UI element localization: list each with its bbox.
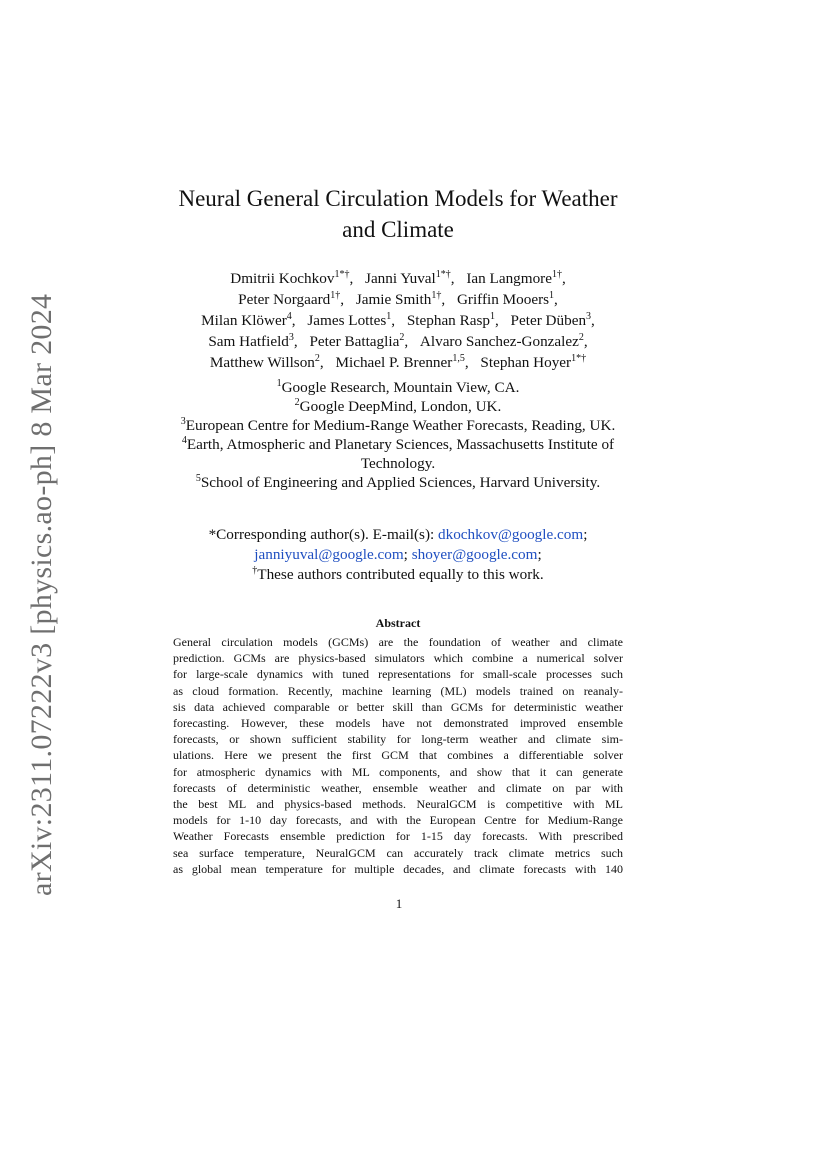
- author: Peter Düben$^3$,: [510, 311, 595, 329]
- author-line: [120, 268, 676, 289]
- abstract-body: [173, 634, 623, 877]
- author: Milan Klöwer$^4$,: [201, 311, 296, 329]
- paper-title: [120, 183, 676, 245]
- abstract-line: for large-scale dynamics with tuned representations for small-scale processes such: [173, 667, 623, 682]
- author: Matthew Willson$^2$,: [209, 353, 324, 371]
- affiliation-list: [150, 378, 646, 492]
- page-number: 1: [395, 896, 403, 911]
- corresponding-authors-line: *Corresponding author(s). E-mail(s): dkochkov@google.com;: [208, 526, 588, 543]
- author: Stephan Rasp$^1$,: [406, 311, 499, 329]
- author-line: [120, 352, 676, 373]
- author: Peter Battaglia$^2$,: [309, 332, 409, 350]
- abstract-line: sis data achieved comparable or better skill than GCMs for deterministic weather: [173, 699, 623, 714]
- affiliation: $^3$European Centre for Medium-Range Weather Forecasts, Reading, UK.: [180, 416, 616, 434]
- author: James Lottes$^1$,: [307, 311, 396, 329]
- abstract-line: General circulation models (GCMs) are the foundation of weather and climate: [173, 635, 623, 649]
- email-link[interactable]: janniyuval@google.com: [254, 546, 404, 563]
- equal-contribution-note: †These authors contributed equally to this work.: [252, 565, 544, 583]
- title-line: Neural General Circulation Models for Weather: [178, 186, 618, 211]
- abstract-line: prediction. GCMs are physics-based simulators which combine a numerical solver: [173, 651, 623, 666]
- abstract-line: Weather Forecasts ensemble prediction for 1-15 day forecasts. With prescribed: [173, 829, 623, 844]
- affiliation: $^1$Google Research, Mountain View, CA.: [276, 378, 520, 396]
- author: Ian Langmore$^{1\dagger}$,: [466, 269, 566, 287]
- abstract-line: forecasting. However, these models have not demonstrated improved ensemble: [173, 716, 623, 731]
- author: Sam Hatfield$^3$,: [208, 332, 298, 350]
- abstract-line: the best ML and physics-based methods. NeuralGCM is competitive with ML: [173, 797, 623, 812]
- affiliation: $^5$School of Engineering and Applied Sciences, Harvard University.: [195, 473, 601, 491]
- author: Stephan Hoyer$^{1*\dagger}$: [480, 353, 587, 371]
- affiliation: $^4$Earth, Atmospheric and Planetary Sciences, Massachusetts Institute of Technology.: [181, 435, 615, 472]
- abstract-line: sea surface temperature, NeuralGCM can accurately track climate metrics such: [173, 845, 623, 860]
- author: Alvaro Sanchez-Gonzalez$^2$,: [419, 332, 588, 350]
- affiliation: $^2$Google DeepMind, London, UK.: [294, 397, 502, 415]
- abstract-line: as global mean temperature for multiple decades, and climate forecasts with 140: [173, 861, 623, 876]
- abstract-heading: Abstract: [375, 616, 421, 630]
- author: Peter Norgaard$^{1\dagger}$,: [238, 290, 345, 308]
- author: Jamie Smith$^{1\dagger}$,: [355, 290, 446, 308]
- abstract-line: for atmospheric dynamics with ML components, and show that it can generate: [173, 764, 623, 779]
- title-line: and Climate: [342, 217, 454, 242]
- abstract-line: models for 1-10 day forecasts, and with the European Centre for Medium-Range: [173, 813, 623, 828]
- abstract-line: forecasts of deterministic weather, ensemble weather and climate on par with: [173, 780, 623, 795]
- email-link[interactable]: dkochkov@google.com: [438, 526, 584, 543]
- abstract-line: forecasts, or shown sufficient stability for long-term weather and climate sim-: [173, 732, 623, 747]
- arxiv-identifier-stamp: arXiv:2311.07222v3 [physics.ao-ph] 8 Mar 2024: [25, 293, 58, 896]
- author-line: [120, 289, 676, 310]
- author-list: [120, 268, 676, 373]
- corresponding-label: *Corresponding author(s). E-mail(s):: [208, 526, 435, 543]
- abstract-line: as cloud formation. Recently, machine learning (ML) models trained on reanaly-: [173, 683, 623, 698]
- author: Dmitrii Kochkov$^{1*\dagger}$,: [230, 269, 354, 287]
- abstract-line: ulations. Here we present the first GCM that combines a differentiable solver: [173, 748, 623, 763]
- author-line: [120, 310, 676, 331]
- author-line: [120, 331, 676, 352]
- author: Janni Yuval$^{1*\dagger}$,: [365, 269, 455, 287]
- correspondence-block: [150, 525, 646, 585]
- author: Griffin Mooers$^1$,: [456, 290, 558, 308]
- email-link[interactable]: shoyer@google.com: [411, 546, 538, 563]
- author: Michael P. Brenner$^{1,5}$,: [335, 353, 469, 371]
- emails-line: janniyuval@google.com; shoyer@google.com;: [254, 546, 542, 563]
